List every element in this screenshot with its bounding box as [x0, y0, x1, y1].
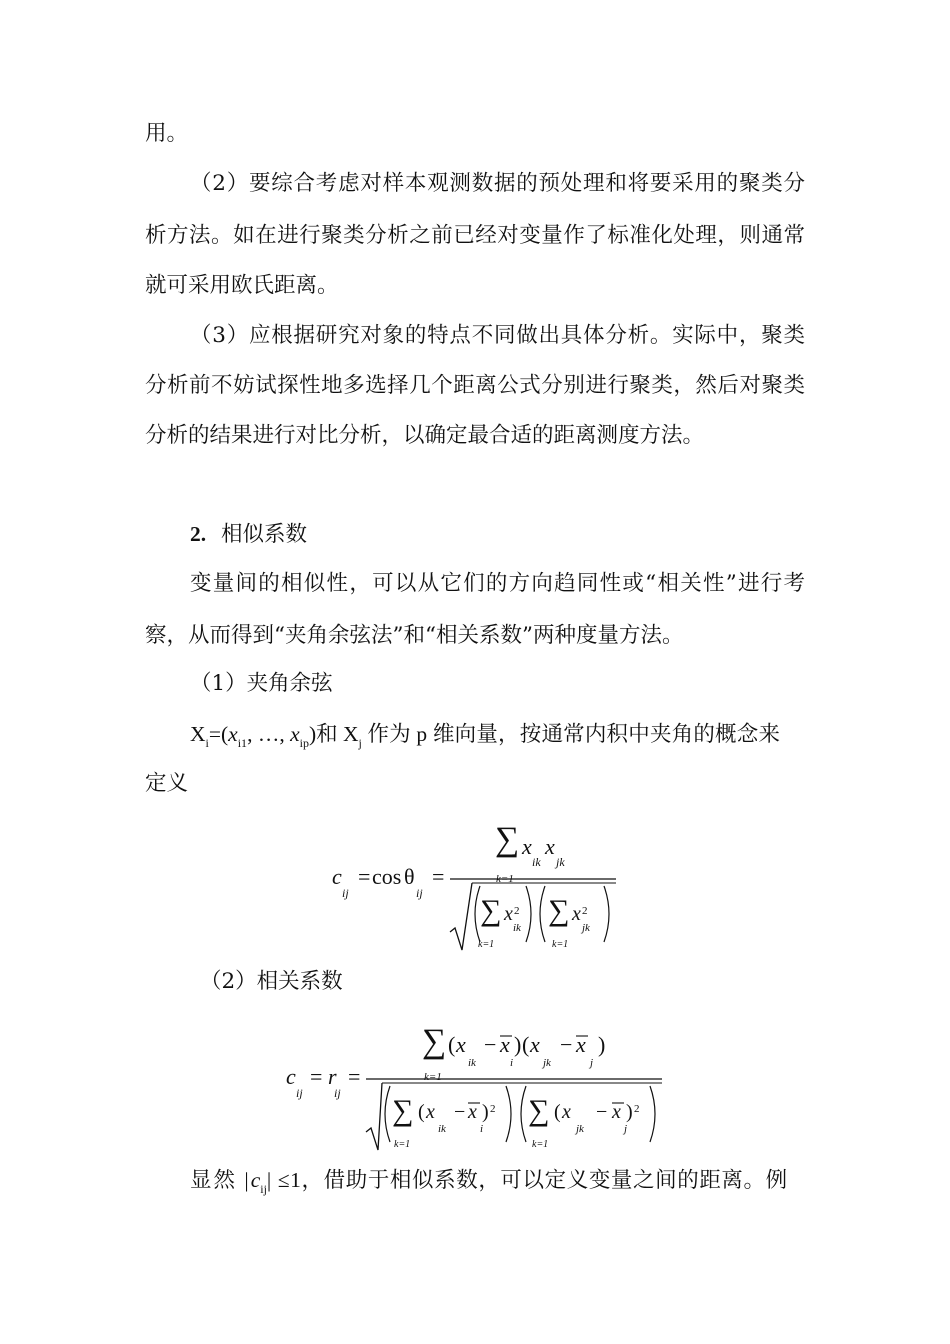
- subscript: i: [205, 736, 209, 750]
- paren-right-1: [506, 1086, 511, 1142]
- paragraph-line: 察，从而得到“夹角余弦法”和“相关系数”两种度量方法。: [145, 623, 684, 648]
- sigma-num: ∑: [422, 1023, 447, 1060]
- den-k1a: k=1: [478, 939, 495, 950]
- sqrt-sign: [366, 1083, 382, 1150]
- den-sq1: 2: [490, 1103, 496, 1115]
- definition-line: [190, 718, 805, 753]
- eq-sign-2: =: [348, 1064, 361, 1089]
- eq-sign: =: [310, 1064, 323, 1089]
- paragraph-line: 定义: [145, 771, 189, 796]
- num-x2: x: [545, 834, 555, 859]
- paren-left-2: [521, 1086, 526, 1142]
- paragraph-line: 析方法。如在进行聚类分析之前已经对变量作了标准化处理，则通常: [145, 223, 805, 248]
- num-rp1: ): [514, 1032, 522, 1057]
- den-rp2: ): [626, 1101, 633, 1123]
- lhs-c: c: [332, 864, 342, 889]
- lhs-subscript: ij: [342, 886, 349, 900]
- r-subscript: ij: [334, 1086, 341, 1100]
- num-x2: x: [530, 1032, 540, 1057]
- num-jk: jk: [556, 855, 565, 869]
- den-x2: x: [562, 1101, 571, 1123]
- den-x1: x: [504, 903, 513, 925]
- num-x1: x: [456, 1032, 466, 1057]
- den-j: j: [624, 1123, 628, 1135]
- eq-sign-2: =: [432, 864, 445, 889]
- num-x1: x: [522, 834, 532, 859]
- den-sq2: 2: [634, 1103, 640, 1115]
- subscript: ij: [260, 1182, 267, 1196]
- cosine-formula-svg: [320, 812, 640, 957]
- var-c: c: [250, 1168, 261, 1192]
- vector-x: X: [190, 722, 206, 746]
- den-xbar2: x: [612, 1101, 621, 1123]
- eq-sign: =: [358, 864, 371, 889]
- cosine-formula: [320, 812, 640, 961]
- paragraph-line: （3）应根据研究对象的特点不同做出具体分析。实际中，聚类: [190, 323, 805, 348]
- sqrt-sign: [450, 883, 472, 950]
- den-jk: jk: [576, 1123, 584, 1135]
- den-i: i: [480, 1123, 484, 1135]
- subheading-cosine: （1）夹角余弦: [190, 671, 333, 696]
- num-minus1: −: [484, 1032, 497, 1057]
- text: =(: [208, 722, 229, 746]
- num-xbar2: x: [576, 1032, 586, 1057]
- lhs-c: c: [286, 1064, 296, 1089]
- section-title: 相似系数: [220, 522, 307, 547]
- text: 作为 p 维向量，按通常内积中夹角的概念来: [361, 722, 781, 746]
- den-rp1: ): [482, 1101, 489, 1123]
- paragraph-line: 变量间的相似性，可以从它们的方向趋同性或“相关性”进行考: [190, 571, 805, 596]
- subscript: j: [358, 736, 362, 750]
- correlation-formula-svg: [270, 1010, 680, 1155]
- paragraph-line: （2）要综合考虑对样本观测数据的预处理和将要采用的聚类分: [190, 171, 805, 196]
- den-jk: jk: [582, 922, 590, 934]
- text: ): [308, 722, 317, 746]
- r-var: r: [328, 1064, 337, 1089]
- num-lp2: (: [522, 1032, 530, 1057]
- paren-left-2: [540, 886, 545, 942]
- den-lp1: (: [418, 1101, 425, 1123]
- sigma-den-1: ∑: [480, 894, 502, 927]
- sigma-den-1: ∑: [392, 1094, 414, 1127]
- text: 显然 |: [190, 1168, 251, 1192]
- den-sq1: 2: [514, 905, 520, 917]
- den-ik: ik: [513, 922, 521, 934]
- paragraph-line: 就可采用欧氏距离。: [145, 273, 339, 298]
- num-i: i: [510, 1057, 514, 1069]
- den-k1a: k=1: [394, 1139, 411, 1150]
- paren-right-2: [604, 886, 609, 942]
- text: 和 X: [316, 722, 359, 746]
- den-sq2: 2: [582, 905, 588, 917]
- sigma-num: ∑: [495, 821, 520, 858]
- section-heading: [190, 518, 850, 551]
- correlation-formula: [270, 1010, 680, 1159]
- den-minus1: −: [454, 1101, 466, 1123]
- theta: θ: [404, 864, 415, 889]
- cos-text: cos: [372, 864, 402, 889]
- num-xbar1: x: [500, 1032, 510, 1057]
- num-lp1: (: [448, 1032, 456, 1057]
- paren-right-2: [650, 1086, 655, 1142]
- den-xbar1: x: [468, 1101, 477, 1123]
- paragraph-line: 分析前不妨试探性地多选择几个距离公式分别进行聚类，然后对聚类: [145, 373, 805, 398]
- den-ik: ik: [438, 1123, 446, 1135]
- den-minus2: −: [596, 1101, 608, 1123]
- text: , …,: [247, 722, 291, 746]
- sigma-den-2: ∑: [548, 894, 570, 927]
- paragraph-line: 用。: [145, 121, 189, 146]
- num-k1: k=1: [496, 873, 514, 885]
- var-x: x: [228, 722, 238, 746]
- num-j: j: [590, 1057, 594, 1069]
- paren-right-1: [526, 886, 531, 942]
- num-k1: k=1: [424, 1071, 442, 1083]
- section-number: 2.: [190, 522, 207, 546]
- subheading-correlation: （2）相关系数: [200, 969, 343, 994]
- den-k1b: k=1: [552, 939, 569, 950]
- subscript: ip: [299, 736, 309, 750]
- var-x: x: [290, 722, 300, 746]
- theta-subscript: ij: [416, 886, 423, 900]
- num-jk: jk: [543, 1057, 551, 1069]
- num-ik: ik: [468, 1057, 476, 1069]
- den-x2: x: [572, 903, 581, 925]
- paragraph-line: 分析的结果进行对比分析，以确定最合适的距离测度方法。: [145, 423, 705, 448]
- den-k1b: k=1: [532, 1139, 549, 1150]
- den-lp2: (: [554, 1101, 561, 1123]
- sigma-den-2: ∑: [528, 1094, 550, 1127]
- paren-left-1: [385, 1086, 390, 1142]
- closing-line: [190, 1164, 805, 1199]
- text: | ≤1，借助于相似系数，可以定义变量之间的距离。例: [266, 1168, 788, 1192]
- num-minus2: −: [560, 1032, 573, 1057]
- num-rp2: ): [598, 1032, 606, 1057]
- den-x1: x: [426, 1101, 435, 1123]
- subscript: i1: [237, 736, 248, 750]
- lhs-subscript: ij: [296, 1086, 303, 1100]
- num-ik: ik: [532, 855, 541, 869]
